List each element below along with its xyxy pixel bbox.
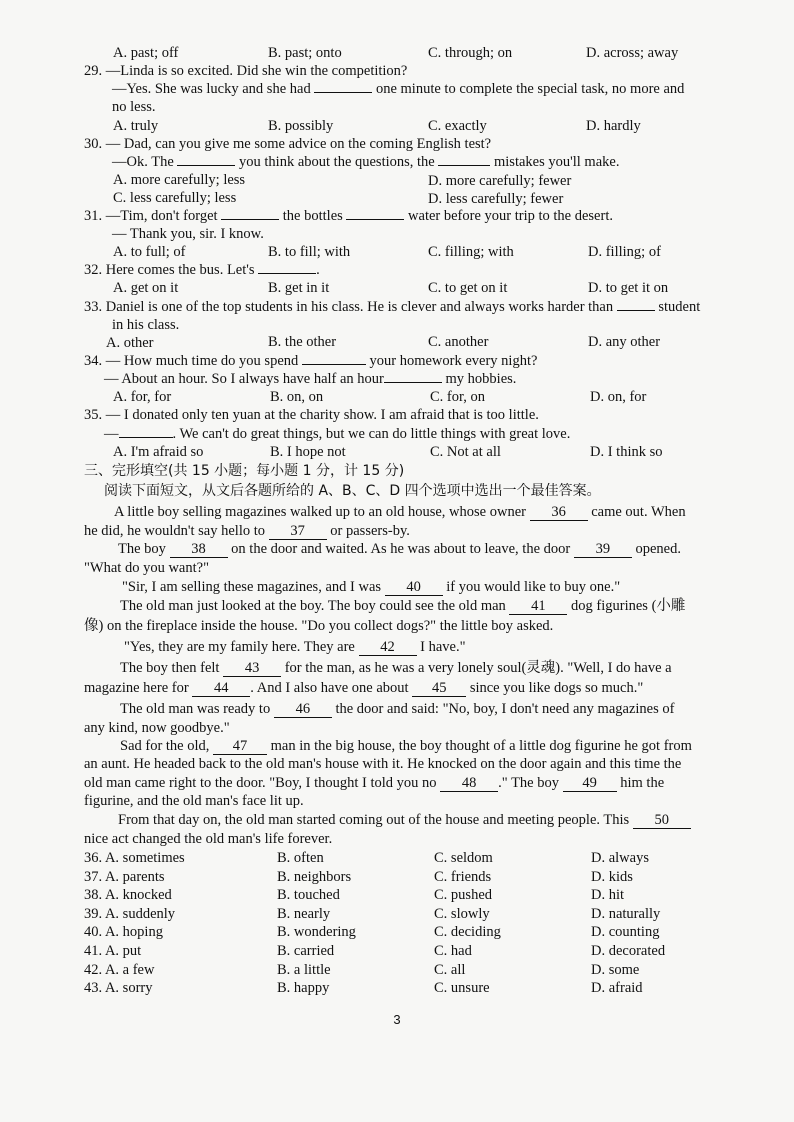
cloze-option: B. happy — [277, 980, 330, 997]
passage-line: figurine, and the old man's face lit up. — [84, 793, 304, 809]
cloze-option: 41. A. put — [84, 943, 142, 959]
q32-option-d: D. to get it on — [588, 280, 669, 296]
passage-line: The old man was ready to 46 the door and said: "No, boy, I don't need any magazines of — [120, 701, 675, 717]
q29-option-d: D. hardly — [586, 118, 641, 134]
cloze-option: B. neighbors — [277, 868, 352, 885]
q34-option-a: A. for, for — [113, 389, 172, 405]
q34-option-b: B. on, on — [270, 389, 324, 405]
q28-option-b: B. past; onto — [268, 45, 342, 61]
cloze-option: C. had — [434, 943, 472, 959]
answer-blank — [617, 310, 655, 311]
cloze-blank: 42 — [359, 640, 417, 656]
cloze-option: 36. A. sometimes — [84, 850, 185, 866]
question-31: 31. —Tim, don't forget the bottles water before your trip to the desert. — [84, 208, 613, 224]
passage-line: A little boy selling magazines walked up to an old house, whose owner 36 came out. When — [114, 504, 686, 520]
question-29: 29. —Linda is so excited. Did she win the competition? — [84, 63, 408, 79]
question-32: 32. Here comes the bus. Let's . — [84, 262, 320, 278]
passage-line: "Sir, I am selling these magazines, and I was 40 if you would like to buy one." — [122, 579, 621, 595]
cloze-option: D. naturally — [591, 905, 661, 922]
q29-option-b: B. possibly — [268, 118, 334, 134]
q35-option-d: D. I think so — [590, 444, 663, 460]
cloze-blank: 36 — [530, 505, 588, 521]
q29-line3: no less. — [112, 99, 156, 115]
cloze-option: B. often — [277, 850, 324, 866]
q29-line2: —Yes. She was lucky and she had one minute to complete the special task, no more and — [112, 81, 685, 97]
q33-option-d: D. any other — [588, 334, 661, 350]
cloze-option: 37. A. parents — [84, 868, 165, 885]
passage-line: The old man just looked at the boy. The boy could see the old man 41 dog figurines (小雕 — [120, 598, 686, 614]
answer-blank — [221, 219, 279, 220]
q34-option-c: C. for, on — [430, 389, 485, 405]
cloze-blank: 46 — [274, 702, 332, 718]
cloze-blank: 39 — [574, 542, 632, 558]
question-35: 35. — I donated only ten yuan at the charity show. I am afraid that is too little. — [84, 407, 539, 423]
answer-blank — [177, 165, 235, 166]
q35-option-c: C. Not at all — [430, 444, 501, 460]
cloze-option: D. kids — [591, 868, 633, 885]
q30-line2: —Ok. The you think about the questions, the mistakes you'll make. — [112, 154, 620, 170]
passage-line: "Yes, they are my family here. They are 42 I have." — [124, 639, 466, 655]
q33-line2: in his class. — [112, 317, 180, 333]
q35-option-b: B. I hope not — [270, 444, 346, 460]
answer-blank — [384, 382, 442, 383]
cloze-blank: 49 — [563, 776, 617, 792]
cloze-blank: 44 — [192, 681, 250, 697]
q29-option-a: A. truly — [113, 118, 159, 134]
cloze-option: B. touched — [277, 887, 340, 904]
passage-line: he did, he wouldn't say hello to 37 or passers-by. — [84, 523, 410, 539]
q33-option-a: A. other — [106, 335, 154, 351]
cloze-blank: 37 — [269, 524, 327, 540]
cloze-option: 43. A. sorry — [84, 980, 153, 997]
question-30: 30. — Dad, can you give me some advice on the coming English test? — [84, 136, 492, 152]
question-33: 33. Daniel is one of the top students in his class. He is clever and always works harder than student — [84, 299, 701, 315]
passage-line: 像) on the fireplace inside the house. "Do you collect dogs?" the little boy asked. — [84, 618, 554, 634]
answer-blank — [314, 92, 372, 93]
answer-blank — [258, 273, 316, 274]
answer-blank — [119, 437, 173, 438]
q30-option-b: D. more carefully; fewer — [428, 173, 572, 189]
answer-blank — [346, 219, 404, 220]
cloze-option: D. hit — [591, 887, 625, 904]
q31-option-d: D. filling; of — [588, 244, 661, 260]
cloze-blank: 43 — [223, 661, 281, 677]
question-34: 34. — How much time do you spend your homework every night? — [84, 353, 538, 369]
cloze-option: D. decorated — [591, 943, 666, 959]
section-instruction: 阅读下面短文，从文后各题所给的 A、B、C、D 四个选项中选出一个最佳答案。 — [104, 483, 601, 499]
cloze-blank: 50 — [633, 813, 691, 829]
cloze-option: D. some — [591, 961, 640, 978]
cloze-option: 40. A. hoping — [84, 924, 163, 941]
cloze-option: D. always — [591, 850, 649, 866]
passage-line: "What do you want?" — [84, 560, 209, 576]
q34-line2: — About an hour. So I always have half an hour my hobbies. — [104, 371, 517, 387]
q32-option-b: B. get in it — [268, 280, 330, 296]
page-number: 3 — [393, 1012, 401, 1027]
cloze-option: 38. A. knocked — [84, 887, 172, 904]
passage-line: Sad for the old, 47 man in the big house, the boy thought of a little dog figurine he got from — [120, 738, 692, 754]
passage-line: magazine here for 44 . And I also have one about 45 since you like dogs so much." — [84, 680, 644, 696]
cloze-option: D. counting — [591, 924, 660, 941]
q28-option-c: C. through; on — [428, 45, 513, 61]
q31-option-c: C. filling; with — [428, 244, 514, 260]
q33-option-c: C. another — [428, 334, 489, 350]
cloze-option: 39. A. suddenly — [84, 905, 176, 922]
cloze-option: C. slowly — [434, 905, 490, 922]
cloze-option: D. afraid — [591, 980, 643, 997]
cloze-blank: 48 — [440, 776, 498, 792]
cloze-option: B. nearly — [277, 905, 331, 922]
passage-line: From that day on, the old man started coming out of the house and meeting people. This 50 — [118, 811, 691, 829]
q35-line2: — . We can't do great things, but we can do little things with great love. — [104, 426, 571, 442]
cloze-option: C. deciding — [434, 924, 501, 941]
cloze-option: C. seldom — [434, 850, 493, 866]
passage-line: an aunt. He headed back to the old man's house with it. He knocked on the door again and this time the — [84, 756, 682, 772]
q35-option-a: A. I'm afraid so — [113, 444, 204, 460]
q32-option-c: C. to get on it — [428, 280, 508, 296]
q31-option-a: A. to full; of — [113, 244, 186, 260]
passage-line: old man came right to the door. "Boy, I thought I told you no 48 ." The boy 49 him the — [84, 775, 665, 791]
cloze-blank: 40 — [385, 580, 443, 596]
passage-line: The boy 38 on the door and waited. As he was about to leave, the door 39 opened. — [118, 541, 681, 557]
cloze-blank: 41 — [509, 599, 567, 615]
cloze-option: C. pushed — [434, 887, 492, 904]
answer-blank — [302, 364, 366, 365]
cloze-blank: 45 — [412, 681, 466, 697]
cloze-option: B. wondering — [277, 924, 356, 941]
q30-option-d: D. less carefully; fewer — [428, 191, 564, 207]
cloze-option: C. friends — [434, 868, 492, 885]
cloze-option: C. unsure — [434, 980, 490, 997]
q28-option-d: D. across; away — [586, 45, 679, 61]
passage-line: any kind, now goodbye." — [84, 720, 230, 736]
q30-option-a: A. more carefully; less — [113, 172, 246, 188]
passage-line: The boy then felt 43 for the man, as he was a very lonely soul(灵魂). "Well, I do have a — [120, 660, 672, 676]
q31-line2: — Thank you, sir. I know. — [112, 226, 264, 242]
cloze-option: B. carried — [277, 943, 335, 959]
answer-blank — [438, 165, 490, 166]
cloze-blank: 47 — [213, 739, 267, 755]
q28-option-a: A. past; off — [113, 45, 179, 61]
passage-line: nice act changed the old man's life forever. — [84, 831, 333, 847]
section-title: 三、完形填空(共 15 小题；每小题 1 分，计 15 分) — [84, 463, 405, 479]
cloze-option: 42. A. a few — [84, 961, 155, 978]
q34-option-d: D. on, for — [590, 389, 647, 405]
q31-option-b: B. to fill; with — [268, 244, 351, 260]
q29-option-c: C. exactly — [428, 118, 487, 134]
cloze-blank: 38 — [170, 542, 228, 558]
cloze-option: B. a little — [277, 961, 331, 978]
q30-option-c: C. less carefully; less — [113, 190, 237, 206]
q32-option-a: A. get on it — [113, 280, 179, 296]
cloze-option: C. all — [434, 961, 466, 978]
q33-option-b: B. the other — [268, 334, 337, 350]
